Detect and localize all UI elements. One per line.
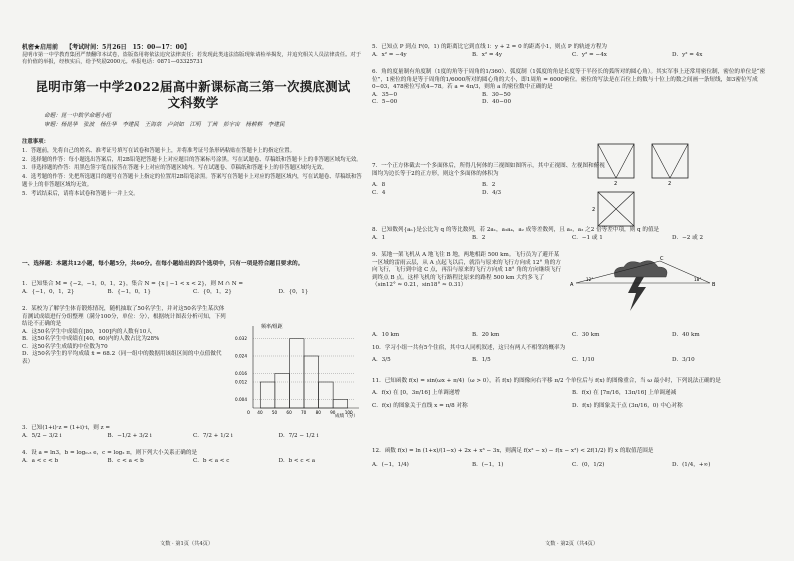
- x-tick-label: 80: [315, 410, 321, 415]
- q3-option: D．7/2 − 1/2 i: [278, 432, 319, 439]
- q9-option: B．20 km: [472, 332, 500, 338]
- storm-cloud: [614, 261, 667, 277]
- q10-stem: 10．学习小组一共有5个住宿，其中3人同机叙述，这只有两人不相邻的概率为: [372, 345, 566, 351]
- note-item: 3．非选择题的作答：用黑色签字笔直接答在答题卡上对应的答题区域内。写在试题卷、草稿纸和答题卡上的非答题区域均无效。: [22, 165, 328, 172]
- q8-option: C．−1 或 1: [572, 234, 603, 241]
- q5-option: C．y² = −4x: [572, 51, 607, 58]
- note-item: 4．选考题的作答：先把所选题目的题号在答题卡上指定的位置用2B铅笔涂黑。答案写在答题卡上对应的答题区域内，写在试题卷、草稿纸和答题卡上的非答题区域均无效。: [22, 174, 362, 189]
- exam-title-line2: 文科数学: [167, 94, 219, 110]
- frequency-histogram: [235, 320, 365, 420]
- q4-option: C．b < a < c: [193, 457, 230, 464]
- point-c-label: C: [660, 256, 664, 262]
- route-cb: [660, 261, 710, 283]
- q9-option: A．10 km: [372, 332, 400, 338]
- q12-option: C．(0，1/2): [572, 461, 605, 468]
- q3-option: C．7/2 + 1/2 i: [193, 432, 233, 439]
- question-12: [372, 448, 772, 469]
- x-tick-label: 90: [330, 410, 336, 415]
- q6-stem: 6．角的度量制有角度制（1度的角等于周角的1/360）、弧度制（1弧度的角是长度等于半径长的弧所对的圆心角）。其实军事上还常用密位制，密位的单位是“密位”，1密位的角是等于周角的1/6000所对的圆心角的大小，即1周角 = 6000密位。密位的写法是在百位上的数与十位上的数之间画一条短线，如3密位写成0−03，478密位写成4−78。若 a = 4π/3，则角 a 的密位数中正确的是: [372, 69, 766, 91]
- notes: [22, 138, 364, 200]
- q6-option: A．35−0: [372, 91, 397, 98]
- note-item: 1．答题前，先将自己的姓名、准考证号填写在试卷和答题卡上，并将准考证号条形码粘贴在答题卡上的指定位置。: [22, 147, 295, 154]
- y-tick-label: 0.016: [235, 370, 247, 376]
- q1-option: A．{−1，0，1，2}: [22, 288, 75, 295]
- q9-option: D．40 km: [672, 332, 700, 338]
- x-tick-label: 40: [257, 410, 263, 415]
- secret-and-time: [22, 42, 190, 51]
- proposer: 命题：昆一中数学命题小组: [44, 113, 112, 119]
- q10-option: D．3/10: [672, 356, 695, 363]
- q1-option: D．{0，1}: [278, 288, 309, 295]
- q12-option: B．(−1，1): [472, 461, 504, 468]
- question-6: [372, 69, 772, 107]
- q7-option: A．8: [372, 182, 386, 189]
- q9-options-row: [372, 332, 772, 340]
- q4-option: A．a < c < b: [22, 457, 59, 464]
- front-view: [598, 144, 634, 178]
- notes-heading: 注意事项：: [22, 139, 49, 145]
- q3-option: A．5/2 − 3/2 i: [22, 432, 62, 439]
- question-4: [22, 450, 364, 465]
- q8-option: A．1: [372, 234, 386, 241]
- q12-option: D．(1/4，+∞): [672, 461, 711, 468]
- histogram-bar: [260, 382, 275, 408]
- q8-stem: 8．已知数列{aₙ}是公比为 q 的等比数列，若 2a₁，a₃a₄，a₂ 成等差数列，且 a₂，a₃ 之2 倍等差中项，则 q 的值是: [372, 227, 660, 233]
- q2-option-b: B．这50名学生中成绩在[40，60)内的人数占比为28%: [22, 336, 160, 343]
- x-tick-label: 50: [271, 410, 278, 415]
- lightning-bolt: [628, 277, 646, 311]
- q5-option: A．x² = −4y: [372, 51, 407, 58]
- q9-options: [372, 332, 772, 340]
- exam-time: 【考试时间：5月26日 15：00—17：00】: [66, 44, 191, 51]
- question-3: [22, 425, 364, 440]
- q11-option: C．f(x) 的图象关于直线 x = π/8 对称: [372, 403, 468, 410]
- x-tick-label: 100: [344, 410, 353, 415]
- question-5: [372, 44, 772, 59]
- q3-options: [22, 433, 364, 441]
- question-2: [22, 306, 228, 366]
- x-tick-label: 70: [301, 410, 307, 415]
- q1-option: B．{−1，0，1}: [107, 288, 151, 295]
- side-view-lines: [652, 144, 688, 178]
- note-item: 2．选择题的作答：每小题选出答案后，用2B铅笔把答题卡上对应题目的答案标号涂黑。写在试题卷、草稿纸和答题卡上的非答题区域均无效。: [22, 156, 362, 163]
- top-view-side-label: 2: [592, 207, 596, 213]
- side-view: [652, 144, 688, 178]
- q6-option: C．5−00: [372, 99, 398, 106]
- q7-option: B．2: [482, 182, 496, 189]
- x-tick-label: 60: [286, 410, 292, 415]
- q11-option: D．f(x) 的图象关于点 (3π/16，0) 中心对称: [572, 403, 683, 410]
- q2-option-a: A．这50名学生中成绩在[80，100]内的人数有10人: [22, 328, 152, 335]
- reviewers: 审题：杨昆华 张波 杨仕华 李建民 王海泉 卢剑如 江明 丁茜 彭宇宙 杨耕耕 李建民: [44, 121, 285, 128]
- y-tick-label: 0.012: [235, 379, 247, 385]
- x-axis-label: 成绩（分）: [335, 414, 358, 419]
- footer-left: 文数 · 第1页（共4页）: [160, 541, 214, 547]
- section-heading: 一、选择题：本题共12小题，每小题5分，共60分。在每小题给出的四个选项中，只有一项是符合题目要求的。: [22, 261, 304, 267]
- angle-b-label: 18°: [694, 277, 702, 282]
- q10-option: C．1/10: [572, 356, 595, 363]
- q8-option: B．2: [472, 234, 486, 241]
- point-a-label: A: [570, 282, 574, 288]
- q9-stem: 9．某地一架飞机从 A 地飞往 B 地，两地相距 500 km。飞行员为了避开某一区域的雷雨云层，从 A 点起飞以后，就沿与原来的飞行方向成 12° 角的方向飞行，飞行到中途 C 点，再沿与原来的飞行方向成 18° 角的方向继续飞行到终点 B 点。这样飞机的飞行路程比原来的路程 500 km 大约多飞了（sin12° ≈ 0.21，sin18° ≈ 0.31）: [372, 252, 562, 289]
- exam-title: [22, 79, 364, 110]
- q5-stem: 5．已知点 P 到点 F(0，1) 的距离比它到直线 l：y + 2 = 0 的距离小1，则点 P 的轨迹方程为: [372, 44, 608, 50]
- flight-path-figure: [570, 255, 720, 325]
- q11-option: B．f(x) 在 [7π/16，13π/16] 上单调递减: [572, 389, 677, 396]
- q5-option: B．x² = 4y: [472, 51, 503, 58]
- y-tick-label: 0.032: [235, 336, 247, 342]
- side-view-side-label: 2: [668, 181, 672, 187]
- histogram-bar: [319, 382, 334, 408]
- footer-right: 文数 · 第2页（共4页）: [545, 541, 599, 547]
- q4-option: D．b < c < a: [278, 457, 316, 464]
- q1-stem: 1．已知集合 M = {−2，−1，0，1，2}，集合 N = {x | −1 < x < 2}，则 M ∩ N =: [22, 281, 244, 287]
- q2-option-d: D．这50名学生的平均成绩 x̄ = 68.2（同一组中的数据用该组区间的中点值做代表）: [22, 351, 222, 365]
- q10-option: B．1/5: [472, 356, 491, 363]
- copyright-notice: 昆明市第一中学教育集团严禁翻印本试卷，盗版盗用将依法追究法律责任；若发现此类违法盗版现象请检举揭发，并追究相关人员法律责任。对于有价值的举报，经核实后，给予奖励2000元。举报电话：0871—03325731: [22, 52, 362, 66]
- point-b-label: B: [712, 282, 716, 288]
- histogram-bar: [333, 399, 348, 408]
- three-view-figure: [592, 140, 702, 235]
- secret-label: 机密★启用前: [22, 44, 59, 51]
- q6-options: [372, 92, 592, 107]
- q7-stem: 7．一个正方体截去一个多面体后，所得几何体的三视图如图所示，其中正视图、左视图和俯视图均为边长等于2的正方形，则这个多面体的体积为: [372, 163, 605, 177]
- q2-stem: 2．某校为了解学生体育锻炼情况，随机抽取了50名学生，并对这50名学生某次体育测试成绩进行分组整理（满分100分，单位：分），根据统计图表分析可知，下列结论不正确的是: [22, 306, 226, 328]
- y-tick-label: 0.024: [235, 353, 247, 359]
- q11-option: A．f(x) 在 [0，3π/16] 上单调递增: [372, 389, 460, 396]
- question-1: [22, 281, 364, 296]
- q10-option: A．3/5: [372, 356, 391, 363]
- origin-label: 0: [247, 411, 250, 416]
- q11-options: [372, 390, 772, 411]
- q4-stem: 4．设 a = ln3，b = log₀.₃ e，c = log₂ π，则下列大小关系正确的是: [22, 450, 198, 456]
- q4-options: [22, 458, 364, 466]
- front-view-side-label: 2: [614, 181, 618, 187]
- q12-stem: 12．函数 f(x) = ln (1+x)/(1−x) + 2x + x³ − 3x，则满足 f(x² − x) − f(x − x²) < 2f(1/2) 的 x 的取值范围是: [372, 448, 654, 454]
- q5-options: [372, 52, 772, 60]
- q6-option: D．40−00: [482, 99, 512, 106]
- q10-options: [372, 357, 772, 365]
- question-10: [372, 345, 772, 364]
- q7-option: D．4/3: [482, 189, 502, 196]
- question-8: [372, 227, 772, 242]
- front-view-lines: [598, 144, 634, 178]
- q7-option: C．4: [372, 189, 386, 196]
- q2-option-c: C．这50名学生成绩的中位数为70: [22, 343, 108, 350]
- question-7: [372, 163, 608, 197]
- y-axis-label: 频率/组距: [261, 324, 283, 330]
- histogram-bar: [275, 373, 290, 408]
- q9-option: C．30 km: [572, 332, 600, 338]
- q5-option: D．y² = 4x: [672, 51, 703, 58]
- q1-options: [22, 289, 364, 297]
- q8-option: D．−2 或 2: [672, 234, 704, 241]
- q4-option: B．c < a < b: [107, 457, 144, 464]
- exam-title-line1: 昆明市第一中学2022届高中新课标高三第一次摸底测试: [35, 79, 351, 94]
- y-tick-label: 0.004: [235, 396, 247, 402]
- q7-options: [372, 182, 592, 197]
- note-item: 5．考试结束后，请将本试卷和答题卡一并上交。: [22, 190, 139, 197]
- angle-a-label: 12°: [586, 277, 594, 282]
- q11-stem: 11．已知函数 f(x) = sin(ωx + π/4)（ω > 0），若 f(x) 的图像向右平移 π/2 个单位后与 f(x) 的图像重合，当 ω 最小时，下列说法正确的是: [372, 378, 721, 384]
- q6-option: B．30−50: [482, 91, 511, 98]
- q3-stem: 3．已知(1+i)·z = (1+i)·i，则 z =: [22, 425, 111, 431]
- exam-meta: [44, 112, 285, 130]
- q1-option: C．{0，1，2}: [193, 288, 232, 295]
- question-11: [372, 378, 772, 411]
- question-9: [372, 252, 562, 290]
- q12-options: [372, 462, 772, 470]
- q8-options: [372, 235, 772, 243]
- q12-option: A．(−1，1/4): [372, 461, 409, 468]
- q3-option: B．−1/2 + 3/2 i: [107, 432, 152, 439]
